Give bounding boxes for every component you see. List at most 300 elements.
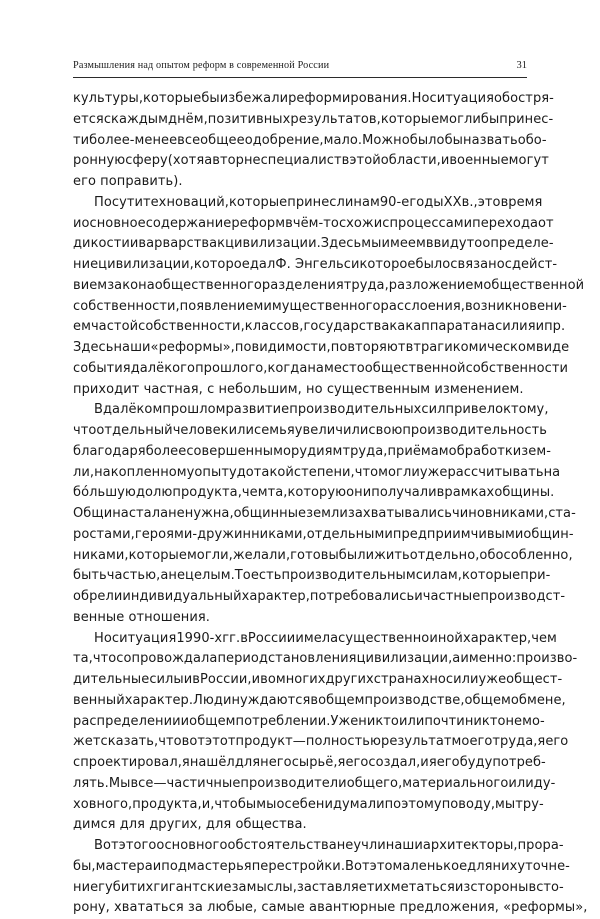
word: по	[234, 340, 252, 355]
word: маленькое	[392, 858, 468, 874]
word: бы	[201, 91, 220, 106]
word: период	[217, 651, 268, 667]
paragraph	[73, 400, 576, 628]
word: при-	[520, 568, 551, 584]
word: привело	[445, 402, 504, 418]
word: производстве,	[364, 692, 465, 708]
text-line	[73, 525, 574, 546]
word: буду	[459, 755, 493, 770]
word: ситуация	[111, 630, 177, 646]
word: этот	[205, 734, 236, 750]
word: 90-е	[379, 194, 410, 210]
word: трагикомическом	[413, 340, 536, 355]
word: видимости,	[251, 340, 331, 355]
text-line	[73, 691, 566, 712]
word: странах	[373, 672, 430, 687]
word: нам	[353, 194, 380, 210]
word: потреб-	[492, 755, 546, 770]
word: ховного,	[73, 796, 133, 812]
word: произво-	[516, 651, 578, 667]
word: опыту	[194, 464, 237, 480]
word: мастера	[95, 858, 153, 874]
word: потреблении.	[235, 713, 331, 729]
text-line	[73, 857, 570, 878]
text-line: венные отношения.	[73, 609, 210, 625]
word: во	[260, 672, 276, 687]
word: производительных	[289, 402, 422, 418]
word: замыслы,	[231, 879, 297, 895]
word: которые	[461, 568, 521, 584]
word: от	[538, 215, 554, 231]
word: человек	[172, 423, 229, 438]
word: в	[425, 236, 434, 252]
word: силам,	[415, 568, 462, 584]
word: приёмам	[387, 443, 449, 459]
text-line	[73, 317, 566, 338]
word: силы	[149, 672, 184, 687]
word: место	[323, 360, 365, 376]
word: которые	[143, 91, 202, 106]
text-line	[73, 151, 549, 172]
word: и	[535, 319, 545, 335]
word: продукта,	[172, 485, 242, 501]
word: частой	[90, 319, 139, 335]
word: не	[243, 153, 261, 169]
word: могут	[508, 153, 549, 169]
word: отдельными	[306, 526, 393, 542]
word: сто-	[536, 879, 564, 895]
word: разделения	[261, 277, 344, 293]
word: которые	[380, 111, 440, 127]
word: результатов,	[290, 111, 381, 127]
word: сырьё,	[291, 755, 338, 770]
text-line	[73, 483, 555, 504]
word: закона	[107, 277, 155, 293]
word: когда	[267, 360, 308, 376]
word: Уже	[330, 713, 359, 729]
word: одобрение,	[244, 132, 324, 148]
text-line	[73, 297, 567, 318]
word: рамках	[444, 485, 495, 501]
text-line	[73, 670, 563, 691]
word: ростами,	[73, 526, 135, 542]
text-line	[73, 276, 585, 297]
word: годы	[409, 194, 444, 210]
word: связано	[450, 257, 505, 272]
word: земли	[306, 506, 348, 521]
word: повторяют	[330, 340, 406, 355]
word: труда,	[342, 443, 388, 459]
paragraph	[73, 193, 585, 401]
word: других	[325, 672, 374, 687]
text-line	[73, 338, 570, 359]
word: себе	[284, 796, 316, 812]
word: —	[292, 734, 306, 750]
word: или	[398, 713, 425, 729]
word: чиновниками,	[452, 506, 549, 521]
word: та,	[267, 485, 288, 501]
word: виде	[535, 340, 570, 355]
word: обо-	[517, 132, 547, 148]
word: содержание	[145, 215, 232, 231]
word: в	[192, 672, 201, 687]
text-line	[73, 546, 573, 567]
text-line	[73, 110, 554, 131]
word: та,	[73, 651, 93, 667]
word: производительным	[281, 568, 416, 584]
word: думали	[333, 796, 385, 812]
word: в	[341, 153, 350, 169]
word: частные	[422, 589, 481, 604]
word: бы	[444, 132, 463, 148]
word: основного	[156, 838, 228, 853]
word: собственности,	[73, 298, 180, 314]
word: чем	[531, 630, 557, 646]
word: прора-	[517, 838, 564, 853]
word: или	[228, 423, 255, 438]
word: общественной	[483, 277, 585, 293]
word: их	[137, 879, 154, 895]
word: —	[153, 775, 167, 791]
word: благодаря	[73, 443, 146, 459]
word: обособленно,	[479, 547, 573, 563]
word: я	[337, 755, 346, 770]
word: не	[168, 568, 186, 584]
word: с	[382, 215, 390, 231]
text-line	[73, 712, 545, 733]
word: общественного	[154, 277, 262, 293]
word: результат	[381, 734, 452, 750]
word: в.,	[461, 194, 478, 210]
word: Здесь	[73, 340, 114, 355]
word: которое	[359, 257, 416, 272]
word: частью,	[106, 568, 161, 584]
word: определе-	[482, 236, 554, 252]
word: жет	[73, 734, 101, 750]
text-line	[73, 421, 548, 442]
word: общинные	[233, 506, 307, 521]
word: позитивных	[207, 111, 291, 127]
word: целым.	[185, 568, 235, 584]
word: становления	[267, 651, 357, 667]
text-line	[73, 255, 558, 276]
word: специалист	[260, 153, 342, 169]
word: мы	[256, 796, 277, 812]
word: получали	[371, 485, 437, 501]
word: могли	[439, 111, 481, 127]
word: до	[236, 464, 254, 480]
word: которые	[228, 194, 288, 210]
word: дал	[249, 257, 276, 272]
text-line	[73, 774, 556, 795]
word: цивилизации.	[225, 236, 321, 252]
word: лять.	[73, 775, 109, 791]
word: носили	[429, 672, 479, 687]
word: производст-	[480, 589, 566, 604]
word: для	[234, 755, 261, 770]
word: прошлого,	[195, 360, 268, 376]
text-line	[73, 400, 549, 421]
text-line	[73, 214, 554, 235]
word: это	[477, 194, 501, 210]
text-line	[73, 836, 564, 857]
word: в	[405, 340, 414, 355]
word: культуры,	[73, 91, 144, 106]
word: и	[152, 858, 162, 874]
paragraph	[73, 836, 588, 919]
word: Вот	[345, 858, 370, 874]
running-head-title: Размышления над опытом реформ в современной России	[73, 60, 330, 71]
word: гигантские	[153, 879, 232, 895]
word: чем	[241, 485, 268, 501]
word: отдельный	[96, 423, 173, 438]
word: этого	[118, 838, 157, 853]
word: что	[92, 651, 117, 667]
word: наши	[385, 838, 423, 853]
word: насилия	[478, 319, 536, 335]
word: классов,	[244, 319, 304, 335]
word: частичные	[166, 775, 241, 791]
word: цивилизации,	[356, 651, 453, 667]
text-line	[73, 193, 543, 214]
word: государства	[303, 319, 390, 335]
page-number: 31	[516, 60, 527, 71]
word: создал,	[368, 755, 421, 770]
word: аппарата	[413, 319, 479, 335]
word: не	[336, 838, 354, 853]
word: бы	[480, 111, 500, 127]
word: имеем	[381, 236, 426, 252]
word: Община	[73, 506, 129, 521]
word: существенно	[338, 630, 430, 646]
word: было	[409, 132, 445, 148]
word: такой	[253, 464, 294, 480]
word: ронную	[73, 153, 126, 169]
word: из	[454, 879, 471, 895]
text-line	[73, 753, 546, 774]
word: которое	[193, 257, 250, 272]
text-line	[73, 131, 547, 152]
word: долю	[135, 485, 173, 501]
word: всеобщее	[177, 132, 245, 148]
word: прошлом	[162, 402, 226, 418]
word: учли	[353, 838, 386, 853]
text-line	[73, 442, 551, 463]
text-line: приходит частная, с небольшим, но существенным изменением.	[73, 381, 524, 397]
word: тру-	[515, 796, 544, 812]
word: России	[247, 630, 296, 646]
word: более	[145, 443, 187, 459]
word: ситуация	[429, 91, 494, 106]
text-line	[73, 504, 576, 525]
word: Люди	[193, 692, 232, 708]
word: собственности,	[138, 319, 245, 335]
word: России,	[200, 672, 252, 687]
word: потребовались	[309, 589, 415, 604]
word: предприимчивыми	[392, 526, 524, 542]
word: ли,	[73, 464, 95, 480]
word: и	[129, 236, 139, 252]
word: с	[103, 111, 112, 127]
word: и	[420, 755, 429, 770]
word: него	[260, 755, 292, 770]
word: дительные	[73, 672, 150, 687]
word: чём-то	[292, 215, 339, 231]
word: вот	[181, 734, 206, 750]
word: продукт	[235, 734, 293, 750]
word: и	[73, 215, 82, 231]
word: отдельно,	[409, 547, 480, 563]
word: время	[500, 194, 543, 210]
word: не	[505, 713, 523, 729]
word: 1990-х	[176, 630, 223, 646]
word: дикости	[73, 236, 130, 252]
word: мы	[495, 796, 516, 812]
word: почти	[424, 713, 465, 729]
word: о	[276, 796, 285, 812]
word: В	[94, 402, 103, 418]
word: мо-	[522, 713, 545, 729]
word: которые	[128, 547, 187, 563]
word: Можно	[362, 132, 410, 148]
word: обостря-	[493, 91, 554, 106]
word: подмастерья	[161, 858, 252, 874]
word: сферу	[125, 153, 168, 169]
word: жить	[374, 547, 410, 563]
word: ется	[73, 111, 104, 127]
word: разложением	[388, 277, 484, 293]
word: материального	[402, 775, 509, 791]
word: труда,	[343, 277, 389, 293]
word: что	[73, 423, 97, 438]
text-line	[73, 629, 557, 650]
word: их	[374, 879, 391, 895]
word: я	[537, 734, 546, 750]
word: семья	[254, 423, 295, 438]
word: рассчитывать	[447, 464, 544, 480]
word: виду	[433, 236, 467, 252]
word: гг.	[222, 630, 241, 646]
word: свою	[368, 423, 403, 438]
word: в	[240, 630, 248, 646]
word: на	[307, 360, 324, 376]
word: избежали	[219, 91, 289, 106]
word: уточне-	[517, 858, 570, 874]
text-line	[73, 795, 544, 816]
word: расслоения,	[380, 298, 465, 314]
word: ти	[73, 132, 90, 148]
word: было	[415, 257, 451, 272]
word: этой	[349, 153, 381, 169]
word: то	[466, 236, 483, 252]
word: моего	[451, 734, 493, 750]
word: реформ	[231, 215, 286, 231]
word: Здесь	[320, 236, 362, 252]
word: увеличили	[294, 423, 369, 438]
word: мало.	[323, 132, 363, 148]
word: бы	[237, 796, 257, 812]
word: ем	[73, 319, 91, 335]
word: цивилизации,	[98, 257, 194, 272]
word: я	[181, 755, 190, 770]
word: ние	[73, 257, 99, 272]
word: них	[492, 858, 518, 874]
word: все	[130, 775, 154, 791]
word: более-менее	[89, 132, 178, 148]
text-line	[73, 878, 564, 899]
word: это	[369, 858, 393, 874]
word: не	[168, 506, 185, 521]
word: Но	[94, 630, 112, 646]
running-head	[73, 60, 527, 78]
word: распределении	[73, 713, 181, 729]
word: никто	[464, 713, 506, 729]
word: готовы	[290, 547, 339, 563]
word: стороны	[470, 879, 529, 895]
word: общин-	[523, 526, 574, 542]
word: для	[467, 858, 493, 874]
word: в	[528, 879, 537, 895]
word: основное	[81, 215, 146, 231]
word: архитекторы,	[422, 838, 518, 853]
word: реформирования.	[288, 91, 412, 106]
word: характер.	[124, 692, 194, 708]
word: далёкого	[130, 360, 196, 376]
word: в	[285, 215, 293, 231]
word: и,	[201, 796, 215, 812]
word: могли,	[186, 547, 233, 563]
word: бо́льшую	[73, 485, 136, 501]
word: события	[73, 360, 131, 376]
word: и	[440, 153, 450, 169]
word: иной	[429, 630, 463, 646]
word: ни	[315, 796, 333, 812]
word: нуждаются	[231, 692, 311, 708]
word: далёком	[102, 402, 163, 418]
word: перестройки.	[251, 858, 346, 874]
word: «реформы»,	[150, 340, 235, 355]
word: перехода	[472, 215, 539, 231]
word: общем	[464, 692, 511, 708]
word: а	[160, 568, 169, 584]
word: То	[234, 568, 251, 584]
word: дейст-	[511, 257, 558, 272]
word: имела	[295, 630, 339, 646]
word: продукта,	[132, 796, 202, 812]
word: днём,	[168, 111, 208, 127]
word: собственности	[465, 360, 569, 376]
word: к	[503, 402, 512, 418]
text-line: рону, хвататься за любые, самые авантюрные предложения, «реформы»,	[73, 900, 588, 916]
word: они	[346, 485, 372, 501]
word: По	[94, 194, 112, 210]
word: что	[214, 796, 238, 812]
word: общественной	[364, 360, 466, 376]
word: метаться	[390, 879, 455, 895]
word: общем	[189, 713, 236, 729]
text-line	[73, 359, 569, 380]
word: развитие	[225, 402, 290, 418]
word: заставляет	[296, 879, 375, 895]
word: сил	[421, 402, 446, 418]
word: сопровождала	[116, 651, 218, 667]
word: индивидуальный	[122, 589, 242, 604]
word: его	[345, 755, 369, 770]
word: поводу,	[441, 796, 496, 812]
word: общест-	[506, 672, 563, 687]
word: каждым	[111, 111, 169, 127]
word: характер,	[241, 589, 310, 604]
